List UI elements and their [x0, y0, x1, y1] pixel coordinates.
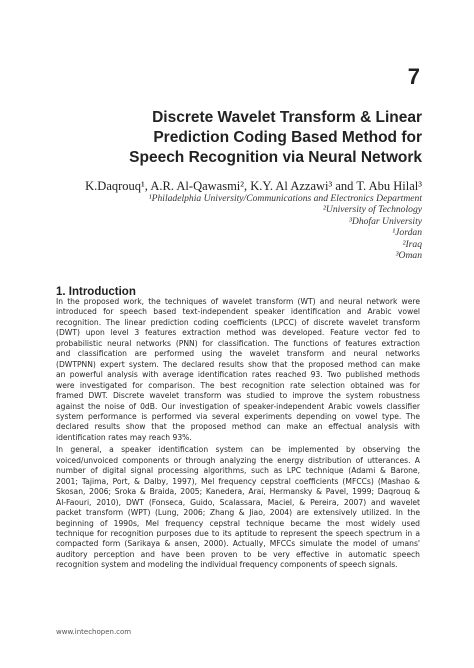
text-line: voiced/unvoiced components or through analyzing the energy distribution of utterances. A	[56, 455, 420, 465]
paragraph	[56, 445, 420, 570]
section-heading: 1. Introduction	[56, 286, 136, 298]
text-line: probabilistic neural networks (PNN) for classification. The functions of features extraction	[56, 338, 420, 348]
text-line: auditory perception and have been proven to be very effective in automatic speech	[56, 549, 420, 559]
text-line: (DWTPNN) expert system. The declared results show that the proposed method can make	[56, 359, 420, 369]
title-line: Discrete Wavelet Transform & Linear	[152, 109, 422, 126]
text-line: number of digital signal processing algorithms, such as LPC technique (Adami & Barone,	[56, 466, 420, 476]
affiliation: ¹Jordan	[392, 227, 422, 239]
text-line: beginning of 1990s, Mel frequency cepstral technique became the most widely used	[56, 518, 420, 528]
text-line: compacted form (Sarikaya & ansen, 2000). Actually, MFCCs simulate the model of umans'	[56, 539, 420, 549]
authors-line: K.Daqrouq¹, A.R. Al-Qawasmi², K.Y. Al Azzawi³ and T. Abu Hilal³	[85, 179, 422, 193]
text-line: packet transform (WPT) (Lung, 2006; Zhang & Jiao, 2004) are extensively utilized. In the	[56, 508, 420, 518]
affiliation: ²Iraq	[402, 238, 422, 250]
paragraph	[56, 297, 420, 443]
text-line: recognition system and modeling the individual frequency components of speech signals.	[56, 560, 398, 570]
affiliation: ²University of Technology	[323, 204, 422, 216]
text-line: introduced for speech based text-independent speaker identification and Arabic vowel	[56, 307, 420, 317]
title-line: Prediction Coding Based Method for	[153, 129, 422, 146]
text-line: In general, a speaker identification system can be implemented by observing the	[56, 445, 420, 455]
text-line: Skosan, 2006; Sroka & Braida, 2005; Kanedera, Arai, Hermansky & Pavel, 1999; Daqrouq &	[56, 487, 420, 497]
affiliations	[149, 193, 422, 261]
text-line: Al-Faouri, 2010), DWT (Fonseca, Guido, Scalassara, Maciel, & Pereira, 2007) and wavelet	[56, 497, 420, 507]
text-line: and classification are performed using the wavelet transform and neural networks	[56, 349, 420, 359]
text-line: (DWT) upon level 3 features extraction method was developed. Feature vector fed to	[56, 328, 420, 338]
text-line: framed DWT. Discrete wavelet transform was studied to improve the system robustness	[56, 391, 420, 401]
affiliation: ³Dhofar University	[349, 215, 422, 227]
title-line: Speech Recognition via Neural Network	[129, 149, 422, 166]
footer-url: www.intechopen.com	[56, 628, 132, 636]
text-line: identification rates may reach 93%.	[56, 432, 192, 442]
text-line: 2001; Tajima, Port, & Dalby, 1997), Mel frequency cepstral coefficients (MFCCs) (Mashao &	[56, 476, 420, 486]
affiliation: ¹Philadelphia University/Communications and Electronics Department	[148, 193, 422, 204]
body-text	[56, 297, 420, 573]
text-line: recognition. The linear prediction coding coefficients (LPCC) of discrete wavelet transform	[56, 317, 420, 327]
text-line: technique for recognition purposes due to its aptitude to represent the speech spectrum in a	[56, 528, 420, 538]
text-line: In the proposed work, the techniques of wavelet transform (WT) and neural network were	[56, 297, 420, 306]
text-line: system performance is performed via several experiments depending on vowel type. The	[56, 411, 420, 421]
text-line: an powerful analysis with average identification rates reached 93. Two published methods	[56, 370, 420, 380]
chapter-number: 7	[407, 64, 420, 89]
text-line: were investigated for comparison. The best recognition rate selection obtained was for	[56, 380, 420, 390]
text-line: against the noise of 0dB. Our investigation of speaker-independent Arabic vowels classifier	[56, 401, 420, 411]
text-line: declared results show that the proposed method can make an effectual analysis with	[56, 422, 420, 432]
chapter-title	[42, 108, 422, 168]
affiliation: ³Oman	[395, 250, 422, 262]
